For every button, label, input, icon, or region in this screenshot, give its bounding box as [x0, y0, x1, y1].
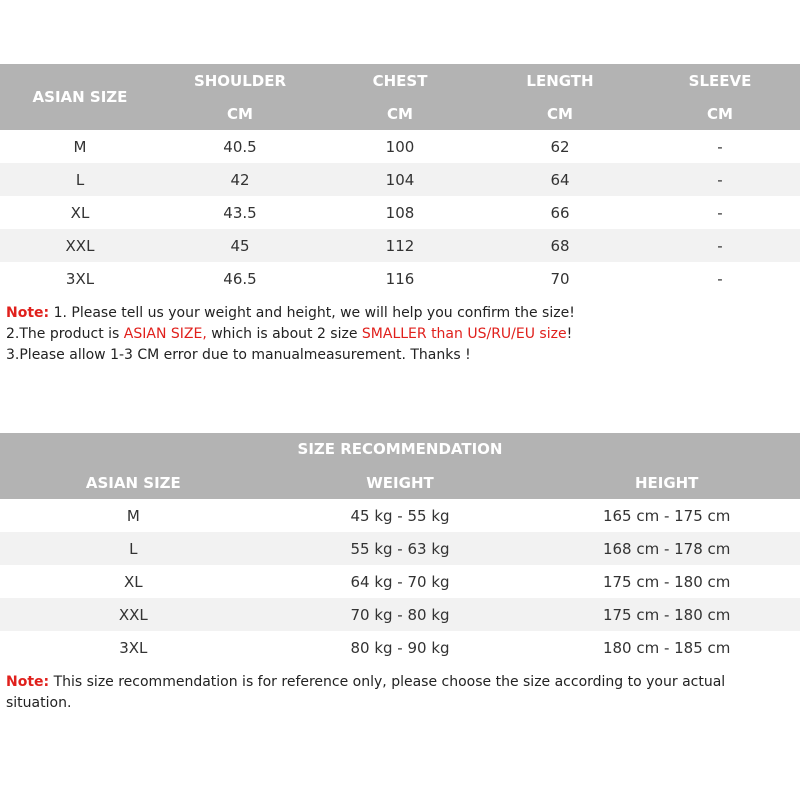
header-length: [480, 64, 640, 130]
table-cell: XL: [70, 203, 90, 222]
table-cell: M: [126, 506, 140, 525]
table-row: [0, 262, 800, 295]
note-label: Note:: [6, 305, 50, 321]
table-cell: XXL: [118, 605, 148, 624]
header-label: ASIAN SIZE: [32, 88, 128, 106]
header-label: CHEST: [372, 71, 428, 90]
header-shoulder: [160, 64, 320, 130]
table-header: [0, 433, 800, 499]
table-cell: -: [717, 170, 723, 189]
table-cell: 43.5: [223, 203, 257, 222]
table-cell: 104: [385, 170, 415, 189]
table-cell: 55 kg - 63 kg: [350, 539, 450, 558]
table-cell: 42: [230, 170, 250, 189]
table-cell: 70: [550, 269, 570, 288]
table-cell: 3XL: [65, 269, 95, 288]
table-cell: 64 kg - 70 kg: [350, 572, 450, 591]
header-unit: CM: [547, 104, 573, 123]
table-row: [0, 130, 800, 163]
table-title: SIZE RECOMMENDATION: [297, 440, 503, 458]
table-cell: XXL: [65, 236, 95, 255]
table-row: [0, 163, 800, 196]
table-cell: 165 cm - 175 cm: [602, 506, 731, 525]
table-cell: 68: [550, 236, 570, 255]
table-cell: 40.5: [223, 137, 257, 156]
notes-recommendation: [6, 672, 786, 714]
table-cell: 45: [230, 236, 250, 255]
table-row: [0, 499, 800, 532]
header-sleeve: [640, 64, 800, 130]
table-cell: 62: [550, 137, 570, 156]
table-row: [0, 565, 800, 598]
note-highlight: ASIAN SIZE,: [123, 326, 207, 342]
table-cell: 175 cm - 180 cm: [602, 605, 731, 624]
table-row: [0, 532, 800, 565]
table-row: [0, 631, 800, 664]
table-row: [0, 229, 800, 262]
header-label: LENGTH: [526, 71, 594, 90]
note-text: !: [566, 326, 573, 342]
table-cell: 70 kg - 80 kg: [350, 605, 450, 624]
table-cell: 45 kg - 55 kg: [350, 506, 450, 525]
table-cell: 168 cm - 178 cm: [602, 539, 731, 558]
table-cell: 112: [385, 236, 415, 255]
table-cell: XL: [124, 572, 143, 591]
table-cell: L: [129, 539, 138, 558]
table-row: [0, 598, 800, 631]
table-cell: M: [73, 137, 87, 156]
table-cell: -: [717, 203, 723, 222]
header-label: SHOULDER: [193, 71, 287, 90]
header-asian-size: [0, 64, 160, 130]
header-asian-size: ASIAN SIZE: [85, 473, 181, 492]
table-cell: 100: [385, 137, 415, 156]
table-row: [0, 196, 800, 229]
table-cell: -: [717, 269, 723, 288]
table-cell: L: [75, 170, 85, 189]
note-text: which is about 2 size: [206, 326, 362, 342]
table-cell: 175 cm - 180 cm: [602, 572, 731, 591]
table-cell: 3XL: [119, 638, 148, 657]
note-highlight: SMALLER than US/RU/EU size: [361, 326, 567, 342]
note-line-3: 3.Please allow 1-3 CM error due to manualmeasurement. Thanks !: [6, 347, 471, 363]
table-cell: 108: [385, 203, 415, 222]
table-header: [0, 64, 800, 130]
note-line-1: 1. Please tell us your weight and height, we will help you confirm the size!: [49, 305, 575, 321]
header-unit: CM: [387, 104, 413, 123]
table-cell: -: [717, 137, 723, 156]
header-weight: WEIGHT: [366, 473, 434, 492]
size-measurement-table: [0, 64, 800, 295]
note-label: Note:: [6, 674, 50, 690]
size-recommendation-table: [0, 433, 800, 664]
header-label: SLEEVE: [688, 71, 752, 90]
header-unit: CM: [707, 104, 733, 123]
table-cell: 64: [550, 170, 570, 189]
notes-measurement: [6, 303, 575, 366]
table-cell: 116: [385, 269, 415, 288]
table-cell: 180 cm - 185 cm: [602, 638, 731, 657]
note-line-2: 2.The product is: [6, 326, 124, 342]
table-cell: 66: [550, 203, 570, 222]
table-cell: 80 kg - 90 kg: [350, 638, 450, 657]
note-text: This size recommendation is for reference only, please choose the size according to your actual situation.: [6, 674, 726, 711]
table-cell: 46.5: [223, 269, 257, 288]
table-cell: -: [717, 236, 723, 255]
header-height: HEIGHT: [634, 473, 699, 492]
header-chest: [320, 64, 480, 130]
header-unit: CM: [227, 104, 253, 123]
